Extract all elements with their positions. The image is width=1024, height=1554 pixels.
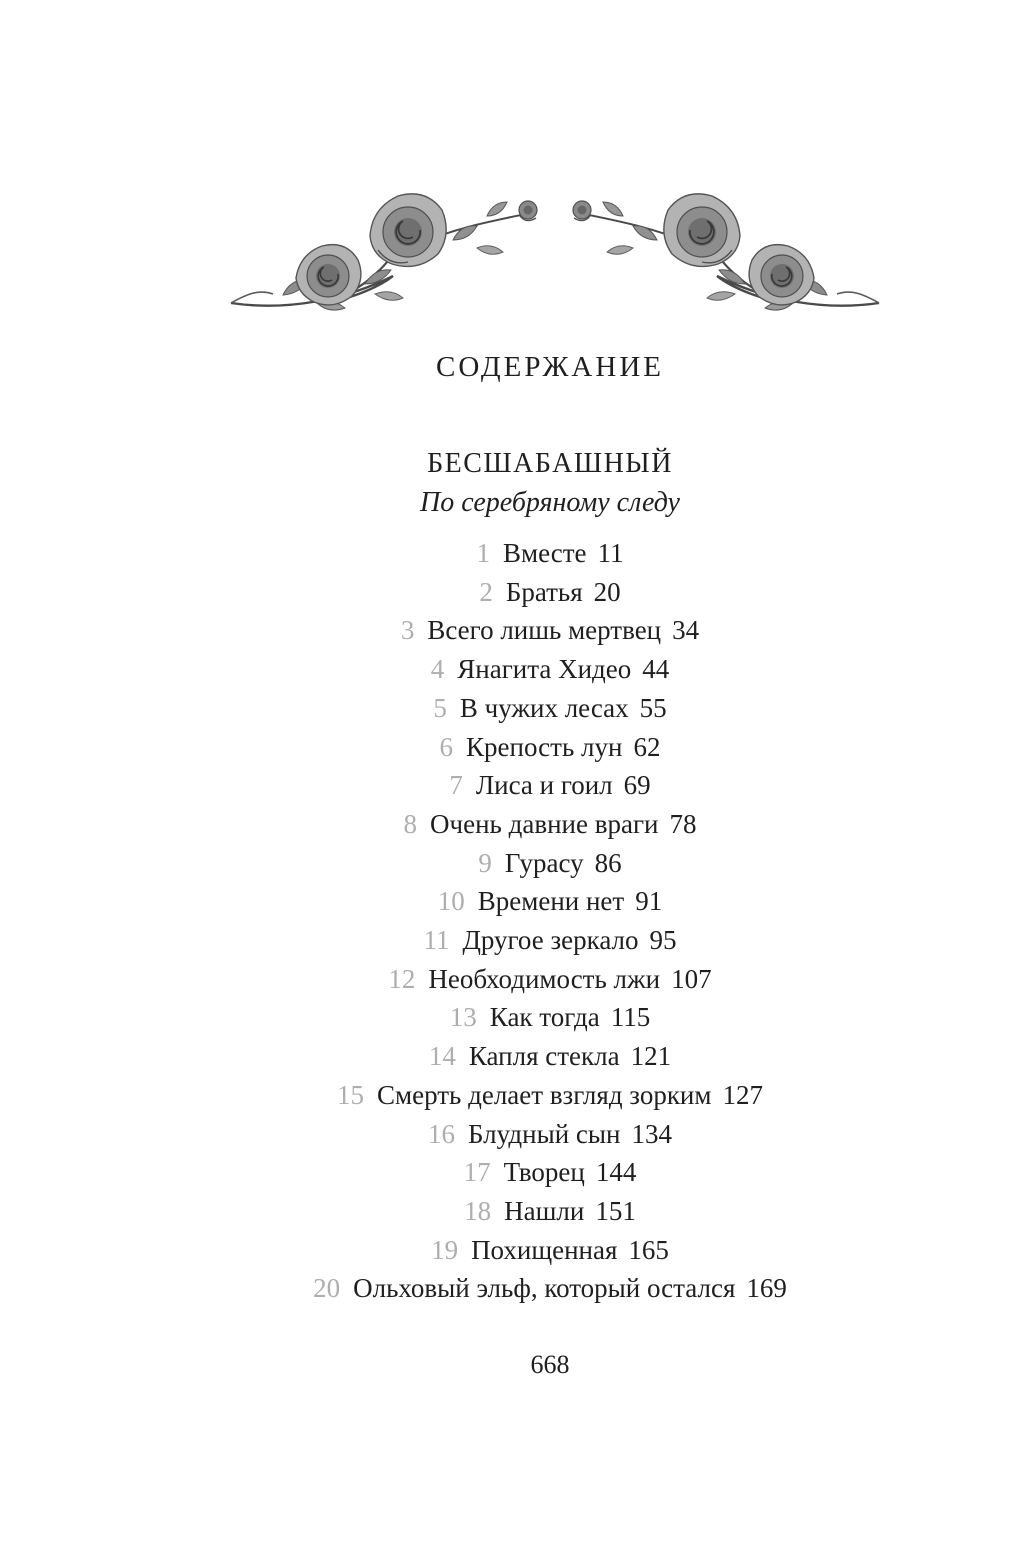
chapter-page-number: 20 xyxy=(593,576,621,607)
chapter-title: Похищенная xyxy=(471,1234,618,1265)
chapter-title: Нашли xyxy=(504,1195,585,1226)
chapter-page-number: 115 xyxy=(610,1002,651,1033)
chapter-page-number: 55 xyxy=(639,692,667,723)
chapter-title: Крепость лун xyxy=(466,731,623,762)
chapter-number: 19 xyxy=(431,1234,459,1265)
chapter-number: 6 xyxy=(439,731,454,762)
chapter-title: Братья xyxy=(505,576,583,607)
chapter-title: Смерть делает взгляд зорким xyxy=(377,1079,712,1110)
chapter-title: Очень давние враги xyxy=(430,808,659,839)
toc-entry xyxy=(100,1269,1000,1308)
toc-entry xyxy=(100,534,1000,573)
chapter-title: Янагита Хидео xyxy=(457,654,632,685)
toc-entry xyxy=(100,573,1000,612)
toc-entry xyxy=(100,805,1000,844)
chapter-page-number: 151 xyxy=(595,1195,636,1226)
chapter-page-number: 44 xyxy=(642,654,670,685)
chapter-page-number: 134 xyxy=(631,1118,673,1149)
chapter-number: 14 xyxy=(428,1041,456,1072)
toc-entry xyxy=(100,882,1000,921)
toc-entry xyxy=(100,1115,1000,1154)
chapter-page-number: 144 xyxy=(595,1157,637,1188)
chapter-number: 18 xyxy=(464,1195,492,1226)
toc-entry xyxy=(100,998,1000,1037)
chapter-title: В чужих лесах xyxy=(459,692,629,723)
toc-entry xyxy=(100,1192,1000,1231)
toc-entry xyxy=(100,728,1000,767)
chapter-number: 9 xyxy=(478,847,492,878)
chapter-number: 15 xyxy=(337,1079,365,1110)
toc-entry xyxy=(100,1231,1000,1270)
book-title: БЕСШАБАШНЫЙ xyxy=(427,448,673,479)
page-number: 668 xyxy=(530,1350,570,1379)
chapter-title: Как тогда xyxy=(489,1002,600,1033)
chapter-page-number: 165 xyxy=(628,1234,669,1265)
chapter-page-number: 169 xyxy=(746,1273,787,1304)
chapter-title: Всего лишь мертвец xyxy=(427,615,662,646)
chapter-list xyxy=(100,534,1000,1308)
chapter-page-number: 34 xyxy=(672,615,700,646)
chapter-page-number: 121 xyxy=(630,1041,672,1072)
chapter-title: Вместе xyxy=(502,538,587,568)
chapter-page-number: 62 xyxy=(633,731,661,762)
chapter-number: 7 xyxy=(449,770,463,801)
chapter-title: Блудный сын xyxy=(467,1118,621,1149)
chapter-page-number: 107 xyxy=(671,963,712,994)
toc-entry xyxy=(100,650,1000,689)
toc-entry xyxy=(100,844,1000,883)
rose-floral-ornament-icon xyxy=(225,182,885,317)
chapter-page-number: 91 xyxy=(635,886,663,917)
chapter-title: Капля стекла xyxy=(468,1041,620,1072)
chapter-number: 10 xyxy=(437,886,465,917)
chapter-number: 17 xyxy=(463,1157,491,1188)
chapter-title: Ольховый эльф, который остался xyxy=(353,1273,736,1304)
chapter-title: Другое зеркало xyxy=(462,925,639,956)
toc-entry xyxy=(100,1037,1000,1076)
chapter-number: 12 xyxy=(388,963,416,994)
chapter-number: 5 xyxy=(433,692,447,723)
toc-entry xyxy=(100,611,1000,650)
toc-title: СОДЕРЖАНИЕ xyxy=(436,351,664,383)
toc-entry xyxy=(100,960,1000,999)
chapter-number: 3 xyxy=(400,615,415,646)
chapter-page-number: 11 xyxy=(597,538,624,568)
chapter-page-number: 95 xyxy=(649,925,677,956)
chapter-page-number: 78 xyxy=(669,808,697,839)
chapter-title: Творец xyxy=(503,1157,585,1188)
chapter-number: 1 xyxy=(476,538,490,568)
toc-entry xyxy=(100,1153,1000,1192)
chapter-number: 13 xyxy=(449,1002,477,1033)
chapter-title: Лиса и гоил xyxy=(475,770,613,801)
toc-entry xyxy=(100,689,1000,728)
chapter-number: 4 xyxy=(430,654,445,685)
chapter-title: Необходимость лжи xyxy=(428,963,661,994)
chapter-title: Времени нет xyxy=(477,886,625,917)
chapter-number: 20 xyxy=(313,1273,341,1304)
chapter-number: 8 xyxy=(403,808,418,839)
chapter-title: Гурасу xyxy=(504,847,584,878)
chapter-number: 16 xyxy=(427,1118,455,1149)
toc-entry xyxy=(100,1076,1000,1115)
chapter-number: 2 xyxy=(479,576,493,607)
chapter-number: 11 xyxy=(423,925,450,956)
chapter-page-number: 86 xyxy=(594,847,622,878)
toc-entry xyxy=(100,921,1000,960)
toc-entry xyxy=(100,766,1000,805)
chapter-page-number: 69 xyxy=(623,770,651,801)
chapter-page-number: 127 xyxy=(722,1079,763,1110)
book-subtitle: По серебряному следу xyxy=(420,487,680,518)
